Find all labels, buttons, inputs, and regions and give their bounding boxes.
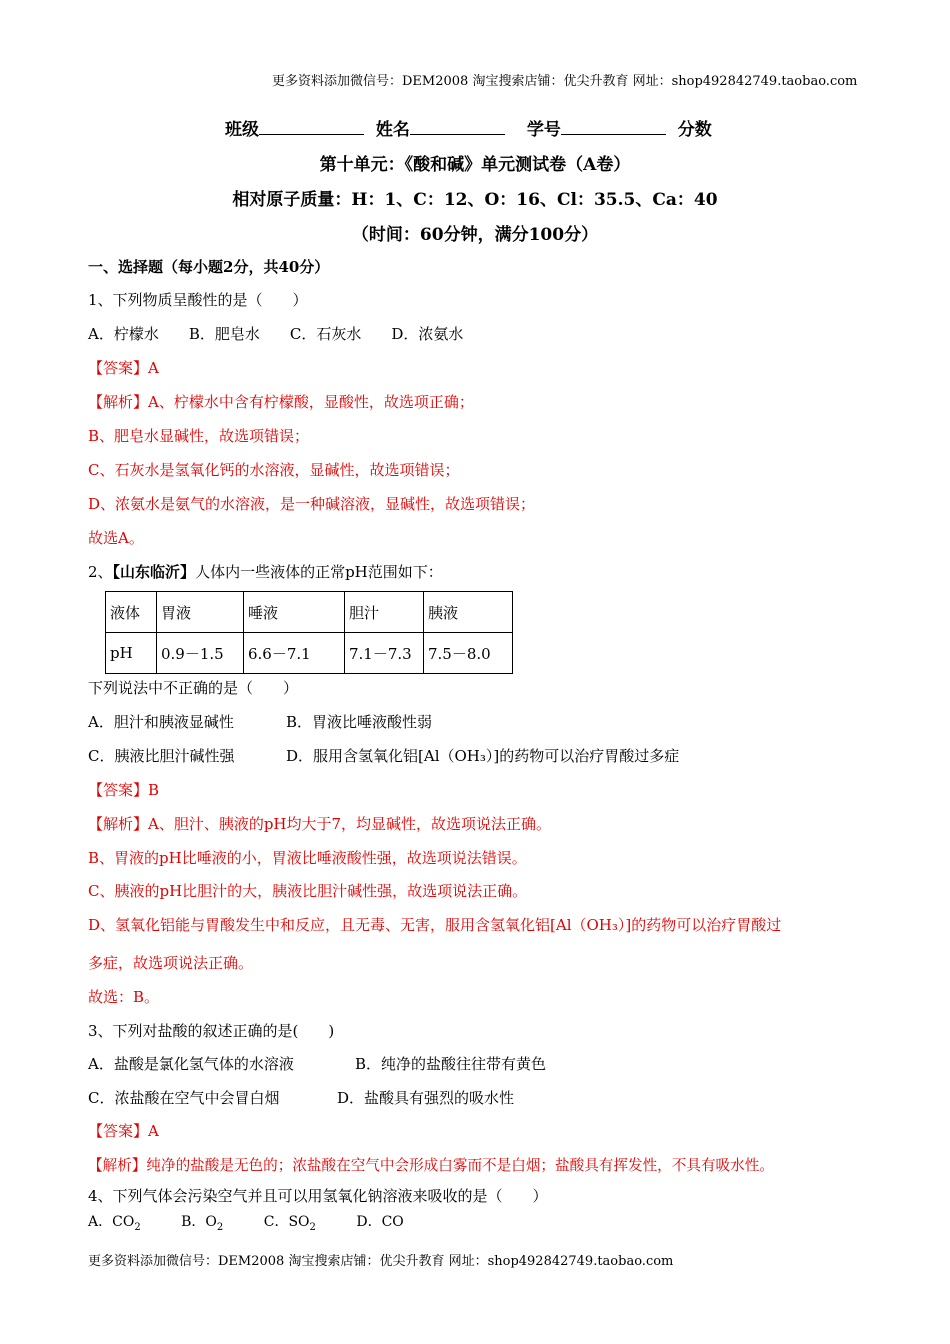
q2-question: 下列说法中不正确的是（ ） <box>88 679 299 697</box>
table-header-cell: 胰液 <box>424 592 513 633</box>
page-header: 更多资料添加微信号：DEM2008 淘宝搜索店铺：优尖升教育 网址：shop492842749.taobao.com <box>272 74 858 89</box>
q1-answer: 【答案】A <box>88 359 159 377</box>
table-cell: 7.1－7.3 <box>345 633 424 674</box>
q4-option-a <box>88 1214 141 1233</box>
table-row <box>106 592 513 633</box>
table-cell: 0.9－1.5 <box>157 633 244 674</box>
q1-options: A．柠檬水 B．肥皂水 C．石灰水 D．浓氨水 <box>88 325 464 343</box>
id-blank[interactable] <box>561 118 666 135</box>
q4-option-d: D．CO <box>356 1214 404 1230</box>
q1-analysis-line: 【解析】A、柠檬水中含有柠檬酸，显酸性，故选项正确； <box>88 393 474 411</box>
q1-analysis-line: D、浓氨水是氨气的水溶液，是一种碱溶液，显碱性，故选项错误； <box>88 495 536 513</box>
q2-analysis-line: C、胰液的pH比胆汁的大，胰液比胆汁碱性强，故选项说法正确。 <box>88 882 528 900</box>
q4-options <box>88 1211 404 1233</box>
q2-stem <box>88 561 443 582</box>
class-label: 班级 <box>225 120 259 140</box>
q3-analysis: 【解析】纯净的盐酸是无色的；浓盐酸在空气中会形成白雾而不是白烟；盐酸具有挥发性，不具有吸水性。 <box>88 1157 774 1174</box>
q2-source: 【山东临沂】 <box>112 563 196 581</box>
table-header-cell: 液体 <box>106 592 157 633</box>
q3-stem: 3、下列对盐酸的叙述正确的是( ) <box>88 1022 335 1040</box>
time-note: （时间：60分钟，满分100分） <box>351 225 599 245</box>
q4-option-c-text: C．SO <box>263 1214 310 1230</box>
q1-analysis-line: 故选A。 <box>88 529 144 547</box>
name-blank[interactable] <box>410 118 505 135</box>
class-blank[interactable] <box>259 118 364 135</box>
table-header-cell: 唾液 <box>244 592 345 633</box>
q4-option-c <box>263 1214 316 1233</box>
info-line <box>225 115 712 140</box>
page-footer: 更多资料添加微信号：DEM2008 淘宝搜索店铺：优尖升教育 网址：shop492842749.taobao.com <box>88 1254 674 1269</box>
table-cell: 7.5－8.0 <box>424 633 513 674</box>
q3-option-d: D．盐酸具有强烈的吸水性 <box>337 1089 515 1107</box>
table-header-cell: 胃液 <box>157 592 244 633</box>
doc-title: 第十单元：《酸和碱》单元测试卷（A卷） <box>319 155 631 175</box>
q4-option-a-text: A．CO <box>88 1214 135 1230</box>
atomic-mass: 相对原子质量：H：1、C：12、O：16、Cl：35.5、Ca：40 <box>232 190 718 210</box>
q4-option-c-sub: 2 <box>309 1221 316 1233</box>
q2-analysis-line: 【解析】A、胆汁、胰液的pH均大于7，均显碱性，故选项说法正确。 <box>88 815 552 833</box>
q2-answer: 【答案】B <box>88 781 160 799</box>
q4-stem: 4、下列气体会污染空气并且可以用氢氧化钠溶液来吸收的是（ ） <box>88 1187 548 1205</box>
q4-option-a-sub: 2 <box>134 1221 141 1233</box>
q2-option-c: C．胰液比胆汁碱性强 <box>88 747 235 765</box>
q2-analysis-line: B、胃液的pH比唾液的小，胃液比唾液酸性强，故选项说法错误。 <box>88 849 527 867</box>
q2-number: 2、 <box>88 563 113 581</box>
q3-option-c: C．浓盐酸在空气中会冒白烟 <box>88 1089 280 1107</box>
table-cell: pH <box>106 633 157 674</box>
ph-table <box>105 591 513 674</box>
q2-conclusion: 故选：B。 <box>88 988 160 1006</box>
q2-analysis-line: D、氢氧化铝能与胃酸发生中和反应，且无毒、无害，服用含氢氧化铝[Al（OH₃）]的药物可以治疗胃酸过 <box>88 916 782 934</box>
q2-option-b: B．胃液比唾液酸性弱 <box>286 713 433 731</box>
q3-answer: 【答案】A <box>88 1122 159 1140</box>
name-label: 姓名 <box>375 120 410 140</box>
q2-stem-text: 人体内一些液体的正常pH范围如下： <box>195 563 443 581</box>
q2-analysis-line: 多症，故选项说法正确。 <box>88 954 254 972</box>
q2-option-d: D．服用含氢氧化铝[Al（OH₃）]的药物可以治疗胃酸过多症 <box>286 747 680 765</box>
q4-option-b-sub: 2 <box>216 1221 224 1233</box>
table-header-cell: 胆汁 <box>345 592 424 633</box>
q3-option-b: B．纯净的盐酸往往带有黄色 <box>355 1055 547 1073</box>
table-row <box>106 633 513 674</box>
table-cell: 6.6－7.1 <box>244 633 345 674</box>
q4-option-b <box>181 1214 224 1233</box>
q1-analysis-line: B、肥皂水显碱性，故选项错误； <box>88 427 310 445</box>
id-label: 学号 <box>526 120 561 140</box>
q1-stem: 1、下列物质呈酸性的是（ ） <box>88 291 308 309</box>
section-heading: 一、选择题（每小题2分，共40分） <box>88 258 330 276</box>
q1-analysis-line: C、石灰水是氢氧化钙的水溶液，显碱性，故选项错误； <box>88 461 460 479</box>
q4-option-b-text: B．O <box>181 1214 217 1230</box>
score-label: 分数 <box>677 120 712 140</box>
q3-option-a: A．盐酸是氯化氢气体的水溶液 <box>88 1055 294 1073</box>
q2-option-a: A．胆汁和胰液显碱性 <box>88 713 234 731</box>
